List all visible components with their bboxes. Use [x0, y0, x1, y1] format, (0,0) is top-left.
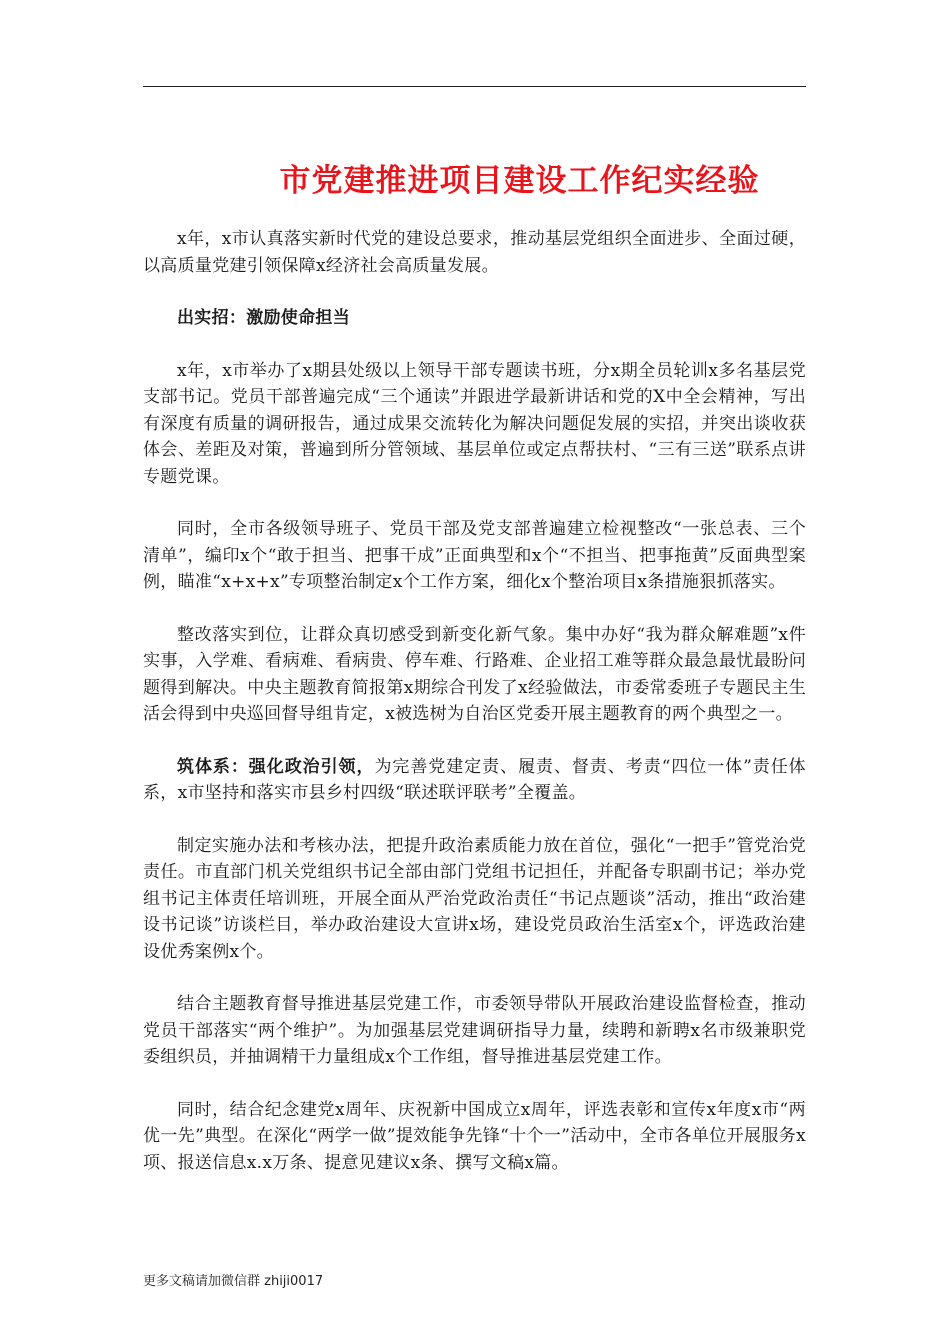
- section1-heading: 出实招：激励使命担当: [177, 308, 350, 328]
- section2-paragraph-2: 结合主题教育督导推进基层党建工作，市委领导带队开展政治建设监督检查，推动党员干部落实“两个维护”。为加强基层党建调研指导力量，续聘和新聘x名市级兼职党委组织员，并抽调精干力量组成x个工作组，督导推进基层党建工作。: [143, 994, 806, 1067]
- section2-lead: 为完善党建定责、履责、督责、考责“四位一体”责任体系，x市坚持和落实市县乡村四级“联述联评联考”全覆盖。: [143, 756, 806, 803]
- section2-intro-paragraph: [143, 754, 806, 807]
- section2-heading: 筑体系：强化政治引领，: [177, 756, 375, 777]
- section2-paragraph-1: 制定实施办法和考核办法，把提升政治素质能力放在首位，强化“一把手”管党治党责任。市直部门机关党组织书记全部由部门党组书记担任，并配备专职副书记；举办党组书记主体责任培训班，开展全面从严治党政治责任“书记点题谈”活动，推出“政治建设书记谈”访谈栏目，举办政治建设大宣讲x场，建设党员政治生活室x个，评选政治建设优秀案例x个。: [143, 835, 806, 962]
- footer-note: 更多文稿请加微信群 zhiji0017: [143, 1274, 324, 1289]
- section1-paragraph-2: 同时，全市各级领导班子、党员干部及党支部普遍建立检视整改“一张总表、三个清单”，编印x个“敢于担当、把事干成”正面典型和x个“不担当、把事拖黄”反面典型案例，瞄准“x+x+x”专项整治制定x个工作方案，细化x个整治项目x条措施狠抓落实。: [143, 519, 806, 592]
- header-rule: [143, 86, 806, 87]
- section2-paragraph-3: 同时，结合纪念建党x周年、庆祝新中国成立x周年，评选表彰和宣传x年度x市“两优一先”典型。在深化“两学一做”提效能争先锋“十个一”活动中，全市各单位开展服务x项、报送信息x.x万条、提意见建议x条、撰写文稿x篇。: [143, 1099, 806, 1173]
- page-title: 市党建推进项目建设工作纪实经验: [279, 163, 760, 199]
- section1-paragraph-1: x年，x市举办了x期县处级以上领导干部专题读书班，分x期全员轮训x多名基层党支部书记。党员干部普遍完成“三个通读”并跟进学最新讲话和党的X中全会精神，写出有深度有质量的调研报告，通过成果交流转化为解决问题促发展的实招，并突出谈收获体会、差距及对策，普遍到所分管领域、基层单位或定点帮扶村、“三有三送”联系点讲专题党课。: [143, 360, 806, 487]
- section1-paragraph-3: 整改落实到位，让群众真切感受到新变化新气象。集中办好“我为群众解难题”x件实事，入学难、看病难、看病贵、停车难、行路难、企业招工难等群众最急最忧最盼问题得到解决。中央主题教育简报第x期综合刊发了x经验做法，市委常委班子专题民主生活会得到中央巡回督导组肯定，x被选树为自治区党委开展主题教育的两个典型之一。: [143, 624, 806, 724]
- document-body: [143, 226, 806, 1202]
- intro-paragraph: x年，x市认真落实新时代党的建设总要求，推动基层党组织全面进步、全面过硬，以高质量党建引领保障x经济社会高质量发展。: [143, 229, 806, 276]
